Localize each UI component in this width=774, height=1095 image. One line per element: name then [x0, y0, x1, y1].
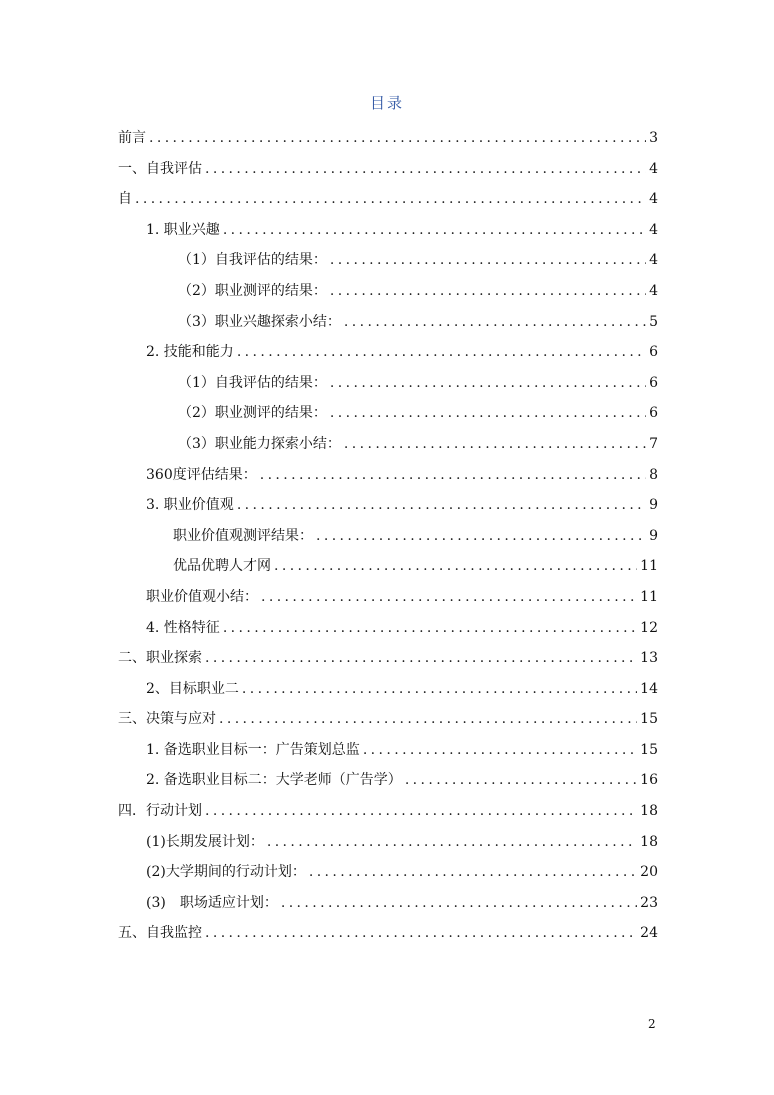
- toc-title: 目录: [369, 94, 404, 112]
- toc-entry[interactable]: [118, 860, 658, 891]
- toc-entry-label: （3）职业兴趣探索小结：: [178, 313, 341, 330]
- toc-entry-page: 4: [649, 160, 658, 177]
- toc-leader-dots: [205, 799, 637, 823]
- toc-entry-label: 3. 职业价值观: [146, 497, 234, 514]
- toc-entry[interactable]: [118, 340, 658, 371]
- toc-leader-dots: [330, 248, 646, 272]
- toc-entry[interactable]: [118, 126, 658, 157]
- toc-entry-label: 优品优聘人才网: [173, 558, 271, 575]
- toc-entry-label: 二、职业探索: [118, 650, 202, 667]
- toc-leader-dots: [344, 432, 646, 456]
- toc-leader-dots: [267, 830, 637, 854]
- toc-entry[interactable]: [118, 616, 658, 647]
- toc-leader-dots: [242, 677, 637, 701]
- toc-entry-page: 6: [649, 344, 658, 361]
- toc-entry[interactable]: [118, 463, 658, 494]
- toc-entry-page: 11: [640, 558, 658, 575]
- toc-entry-page: 4: [649, 252, 658, 269]
- toc-entry-page: 11: [640, 588, 658, 605]
- toc-entry[interactable]: [118, 248, 658, 279]
- toc-entry-page: 9: [649, 527, 658, 544]
- toc-entry[interactable]: [118, 830, 658, 861]
- toc-leader-dots: [223, 218, 646, 242]
- toc-entry[interactable]: [118, 585, 658, 616]
- toc-entry-label: 自: [118, 191, 132, 208]
- toc-leader-dots: [149, 126, 646, 150]
- toc-entry[interactable]: [118, 738, 658, 769]
- toc-entry-page: 23: [640, 894, 658, 911]
- toc-entry-label: （3）职业能力探索小结：: [178, 435, 341, 452]
- toc-entry[interactable]: [118, 157, 658, 188]
- toc-leader-dots: [205, 157, 646, 181]
- toc-leader-dots: [405, 768, 637, 792]
- toc-leader-dots: [219, 707, 637, 731]
- toc-leader-dots: [330, 279, 646, 303]
- toc-entry-label: 一、自我评估: [118, 160, 202, 177]
- toc-entry-label: 职业价值观小结：: [146, 588, 258, 605]
- toc-entry[interactable]: [118, 768, 658, 799]
- toc-entry[interactable]: [118, 310, 658, 341]
- toc-leader-dots: [363, 738, 637, 762]
- toc-entry-label: (3) 职场适应计划：: [146, 894, 278, 911]
- toc-leader-dots: [205, 921, 637, 945]
- toc-entry-page: 4: [649, 282, 658, 299]
- toc-leader-dots: [261, 585, 637, 609]
- toc-entry[interactable]: [118, 401, 658, 432]
- toc-entry[interactable]: [118, 218, 658, 249]
- toc-entry[interactable]: [118, 646, 658, 677]
- toc-entry-page: 18: [640, 803, 658, 820]
- toc-entry-label: （1）自我评估的结果：: [178, 374, 327, 391]
- toc-entry-page: 6: [649, 374, 658, 391]
- toc-leader-dots: [135, 187, 646, 211]
- toc-entry-page: 18: [640, 833, 658, 850]
- toc-leader-dots: [281, 891, 637, 915]
- toc-entry-page: 12: [640, 619, 658, 636]
- toc-entry[interactable]: [118, 891, 658, 922]
- table-of-contents: [118, 126, 658, 952]
- toc-entry-page: 13: [640, 650, 658, 667]
- toc-entry[interactable]: [118, 432, 658, 463]
- toc-entry[interactable]: [118, 371, 658, 402]
- toc-entry[interactable]: [118, 921, 658, 952]
- toc-entry-page: 3: [649, 130, 658, 146]
- toc-leader-dots: [237, 340, 646, 364]
- toc-entry-page: 15: [640, 711, 658, 728]
- toc-entry-page: 6: [649, 405, 658, 422]
- toc-entry-page: 7: [649, 435, 658, 452]
- toc-entry-label: (1)长期发展计划：: [146, 833, 264, 850]
- toc-entry-page: 5: [649, 313, 658, 330]
- toc-leader-dots: [330, 401, 646, 425]
- toc-entry[interactable]: [118, 279, 658, 310]
- toc-leader-dots: [237, 493, 646, 517]
- toc-entry-page: 24: [640, 925, 658, 942]
- toc-entry-label: 职业价值观测评结果：: [173, 527, 313, 544]
- toc-entry[interactable]: [118, 524, 658, 555]
- toc-leader-dots: [223, 616, 637, 640]
- toc-entry-label: （2）职业测评的结果：: [178, 282, 327, 299]
- toc-entry[interactable]: [118, 707, 658, 738]
- toc-entry-page: 4: [649, 191, 658, 208]
- toc-entry[interactable]: [118, 677, 658, 708]
- toc-entry-label: 前言: [118, 130, 146, 146]
- toc-entry[interactable]: [118, 493, 658, 524]
- toc-entry[interactable]: [118, 187, 658, 218]
- toc-entry-page: 20: [640, 864, 658, 881]
- toc-entry-label: 360度评估结果：: [146, 466, 257, 483]
- toc-entry-label: 四．行动计划: [118, 803, 202, 820]
- toc-entry-label: 4. 性格特征: [146, 619, 220, 636]
- toc-entry-label: 1. 职业兴趣: [146, 221, 220, 238]
- toc-entry-page: 8: [649, 466, 658, 483]
- toc-leader-dots: [309, 860, 637, 884]
- toc-leader-dots: [260, 463, 646, 487]
- page-number: 2: [648, 1017, 656, 1031]
- toc-entry-page: 9: [649, 497, 658, 514]
- toc-leader-dots: [344, 310, 646, 334]
- toc-entry[interactable]: [118, 554, 658, 585]
- toc-entry-label: 2、目标职业二: [146, 680, 239, 697]
- toc-entry-label: (2)大学期间的行动计划：: [146, 864, 306, 881]
- toc-entry-label: 2. 备选职业目标二：大学老师（广告学）: [146, 772, 402, 789]
- toc-entry-page: 15: [640, 741, 658, 758]
- toc-entry-label: 三、决策与应对: [118, 711, 216, 728]
- toc-entry-label: （2）职业测评的结果：: [178, 405, 327, 422]
- toc-entry-label: 1. 备选职业目标一：广告策划总监: [146, 741, 360, 758]
- toc-leader-dots: [274, 554, 637, 578]
- toc-entry-label: 2. 技能和能力: [146, 344, 234, 361]
- toc-entry[interactable]: [118, 799, 658, 830]
- toc-leader-dots: [316, 524, 646, 548]
- toc-entry-label: 五、自我监控: [118, 925, 202, 942]
- toc-entry-page: 16: [640, 772, 658, 789]
- toc-entry-page: 4: [649, 221, 658, 238]
- toc-leader-dots: [330, 371, 646, 395]
- toc-entry-label: （1）自我评估的结果：: [178, 252, 327, 269]
- toc-entry-page: 14: [640, 680, 658, 697]
- toc-leader-dots: [205, 646, 637, 670]
